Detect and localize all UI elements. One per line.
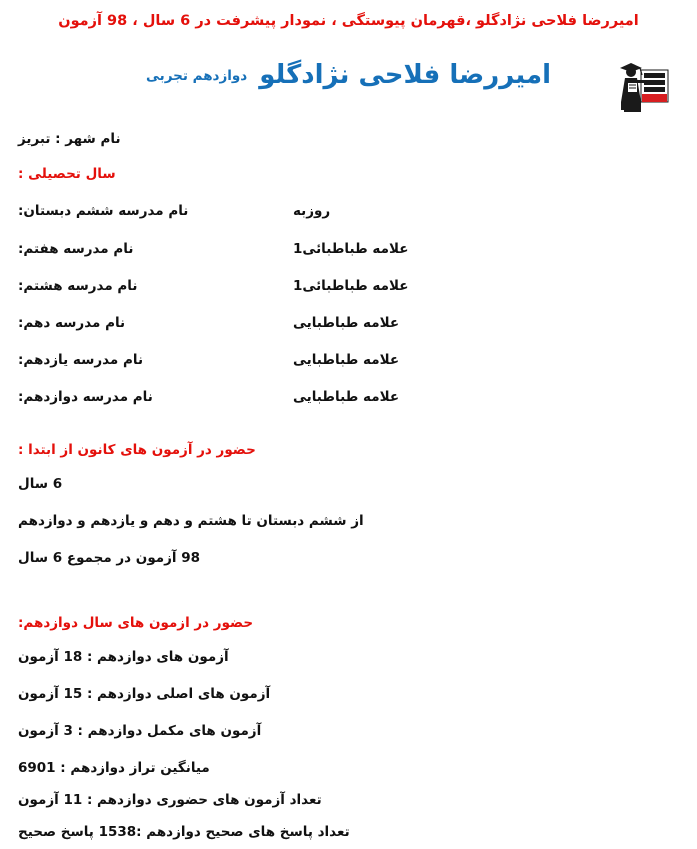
school-value: علامه طباطبایی <box>293 315 400 331</box>
table-row <box>0 352 697 374</box>
attendance-all-line: از ششم دبستان تا هشتم و دهم و یازدهم و دوازدهم <box>18 513 364 529</box>
student-name: امیررضا فلاحی نژادگلو <box>259 60 551 90</box>
school-label: نام مدرسه دوازدهم: <box>18 389 153 405</box>
school-label: نام مدرسه دهم: <box>18 315 126 331</box>
attendance-all-line: 98 آزمون در مجموع 6 سال <box>18 550 201 566</box>
student-header <box>0 62 697 88</box>
table-row <box>0 241 697 263</box>
school-label: نام مدرسه یازدهم: <box>18 352 144 368</box>
school-value: روزبه <box>293 203 331 219</box>
table-row <box>0 389 697 411</box>
attendance-twelfth-line: تعداد پاسخ های صحیح دوازدهم :1538 پاسخ صحیح <box>18 824 350 840</box>
attendance-all-line: 6 سال <box>18 476 63 492</box>
attendance-twelfth-line: تعداد آزمون های حضوری دوازدهم : 11 آزمون <box>18 792 322 808</box>
school-label: نام مدرسه ششم دبستان: <box>18 203 189 219</box>
report-banner-title: امیررضا فلاحی نژادگلو ،قهرمان پیوستگی ، نمودار پیشرفت در 6 سال ، 98 آزمون <box>58 13 639 29</box>
attendance-twelfth-line: آزمون های مکمل دوازدهم : 3 آزمون <box>18 723 262 739</box>
academic-year-label: سال تحصیلی : <box>18 166 116 182</box>
student-grade-major: دوازدهم تجربی <box>145 68 248 85</box>
attendance-twelfth-line: میانگین تراز دوازدهم : 6901 <box>18 760 210 776</box>
school-value: علامه طباطبایی <box>293 352 400 368</box>
school-label: نام مدرسه هشتم: <box>18 278 138 294</box>
attendance-twelfth-line: آزمون های اصلی دوازدهم : 15 آزمون <box>18 686 271 702</box>
school-value: علامه طباطبائی1 <box>293 241 409 257</box>
table-row <box>0 278 697 300</box>
attendance-twelfth-line: آزمون های دوازدهم : 18 آزمون <box>18 649 229 665</box>
attendance-all-heading: حضور در آزمون های کانون از ابتدا : <box>18 442 256 458</box>
attendance-twelfth-heading: حضور در ازمون های سال دوازدهم: <box>18 615 254 631</box>
table-row <box>0 315 697 337</box>
school-value: علامه طباطبایی <box>293 389 400 405</box>
school-label: نام مدرسه هفتم: <box>18 241 134 257</box>
table-row <box>0 203 697 225</box>
city-line: نام شهر : تبریز <box>18 131 121 147</box>
school-value: علامه طباطبائی1 <box>293 278 409 294</box>
